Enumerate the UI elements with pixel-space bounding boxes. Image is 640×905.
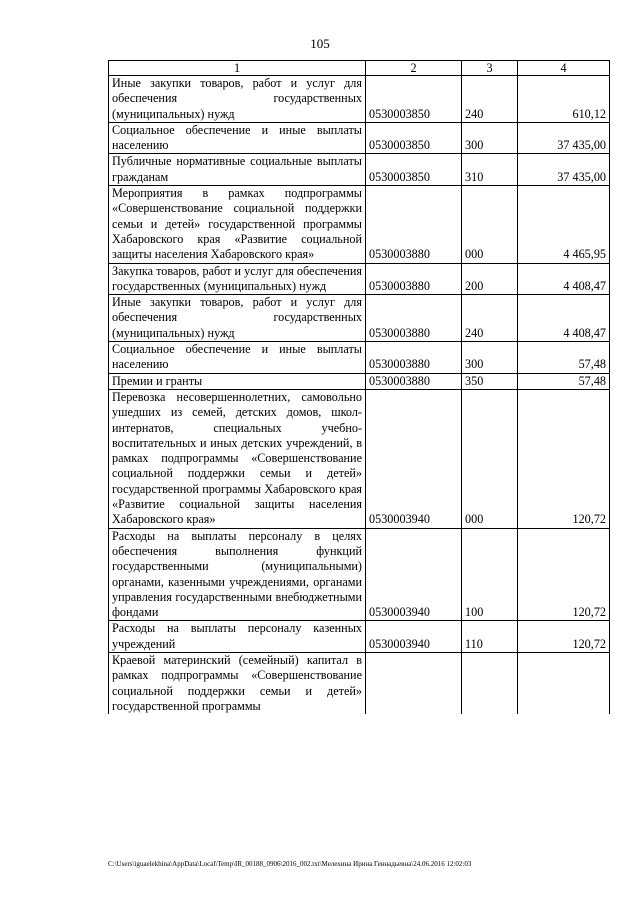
row-amount: 4 408,47: [518, 263, 610, 295]
table-row: [109, 76, 610, 123]
row-amount: 57,48: [518, 373, 610, 389]
row-description: Мероприятия в рамках подпрограммы «Совершенствование социальной поддержки семьи и детей» государственной программы Хабаровского края «Развитие социальной защиты населения Хабаровского края»: [109, 186, 366, 263]
row-target-code: 0530003940: [366, 528, 462, 621]
row-amount: 610,12: [518, 76, 610, 123]
row-amount: 120,72: [518, 389, 610, 528]
row-description: Социальное обеспечение и иные выплаты населению: [109, 122, 366, 154]
row-expense-type: 000: [462, 186, 518, 263]
row-amount: [518, 652, 610, 714]
table-row: [109, 186, 610, 263]
row-amount: 4 465,95: [518, 186, 610, 263]
header-col-4: 4: [518, 61, 610, 76]
header-col-2: 2: [366, 61, 462, 76]
table-row: [109, 154, 610, 186]
row-target-code: 0530003850: [366, 76, 462, 123]
row-target-code: 0530003880: [366, 295, 462, 342]
row-description: Расходы на выплаты персоналу в целях обеспечения выполнения функций государственными (муниципальными) органами, казенными учреждениями, органами управления государственными внебюджетными фондами: [109, 528, 366, 621]
row-expense-type: 100: [462, 528, 518, 621]
row-expense-type: [462, 652, 518, 714]
page-number: 105: [310, 36, 330, 51]
row-description: Социальное обеспечение и иные выплаты населению: [109, 342, 366, 374]
row-target-code: 0530003880: [366, 373, 462, 389]
table-row: [109, 389, 610, 528]
budget-table: [108, 60, 610, 714]
table-header-row: [109, 61, 610, 76]
row-expense-type: 000: [462, 389, 518, 528]
row-expense-type: 110: [462, 621, 518, 653]
row-expense-type: 240: [462, 76, 518, 123]
row-target-code: [366, 652, 462, 714]
row-target-code: 0530003940: [366, 389, 462, 528]
row-target-code: 0530003940: [366, 621, 462, 653]
table-row: [109, 652, 610, 714]
row-expense-type: 350: [462, 373, 518, 389]
row-expense-type: 240: [462, 295, 518, 342]
footer-file-path: C:\Users\iguaelekhina\AppData\Local\Temp\IR_00188_0906\2016_002.txt\Мелехина Ирина Геннадьевна\24.06.2016 12:02:03: [108, 860, 472, 868]
row-amount: 120,72: [518, 528, 610, 621]
table-row: [109, 263, 610, 295]
row-expense-type: 200: [462, 263, 518, 295]
row-expense-type: 300: [462, 122, 518, 154]
row-description: Закупка товаров, работ и услуг для обеспечения государственных (муниципальных) нужд: [109, 263, 366, 295]
table-row: [109, 342, 610, 374]
row-description: Премии и гранты: [109, 373, 366, 389]
row-expense-type: 300: [462, 342, 518, 374]
table-row: [109, 528, 610, 621]
row-target-code: 0530003850: [366, 122, 462, 154]
row-target-code: 0530003850: [366, 154, 462, 186]
row-target-code: 0530003880: [366, 342, 462, 374]
row-expense-type: 310: [462, 154, 518, 186]
table-row: [109, 295, 610, 342]
row-amount: 37 435,00: [518, 154, 610, 186]
row-amount: 57,48: [518, 342, 610, 374]
row-description: Перевозка несовершеннолетних, самовольно ушедших из семей, детских домов, школ-интернатов, специальных учебно-воспитательных и иных детских учреждений, в рамках подпрограммы «Совершенствование социальной поддержки семьи и детей» государственной программы Хабаровского края «Развитие социальной защиты населения Хабаровского края»: [109, 389, 366, 528]
header-col-3: 3: [462, 61, 518, 76]
row-amount: 37 435,00: [518, 122, 610, 154]
row-target-code: 0530003880: [366, 186, 462, 263]
row-description: Расходы на выплаты персоналу казенных учреждений: [109, 621, 366, 653]
header-col-1: 1: [109, 61, 366, 76]
table-row: [109, 373, 610, 389]
row-description: Иные закупки товаров, работ и услуг для обеспечения государственных (муниципальных) нужд: [109, 76, 366, 123]
row-description: Публичные нормативные социальные выплаты гражданам: [109, 154, 366, 186]
row-target-code: 0530003880: [366, 263, 462, 295]
table-row: [109, 621, 610, 653]
row-amount: 4 408,47: [518, 295, 610, 342]
row-description: Иные закупки товаров, работ и услуг для обеспечения государственных (муниципальных) нужд: [109, 295, 366, 342]
row-amount: 120,72: [518, 621, 610, 653]
row-description: Краевой материнский (семейный) капитал в рамках подпрограммы «Совершенствование социальной поддержки семьи и детей» государственной программы: [109, 652, 366, 714]
table-row: [109, 122, 610, 154]
